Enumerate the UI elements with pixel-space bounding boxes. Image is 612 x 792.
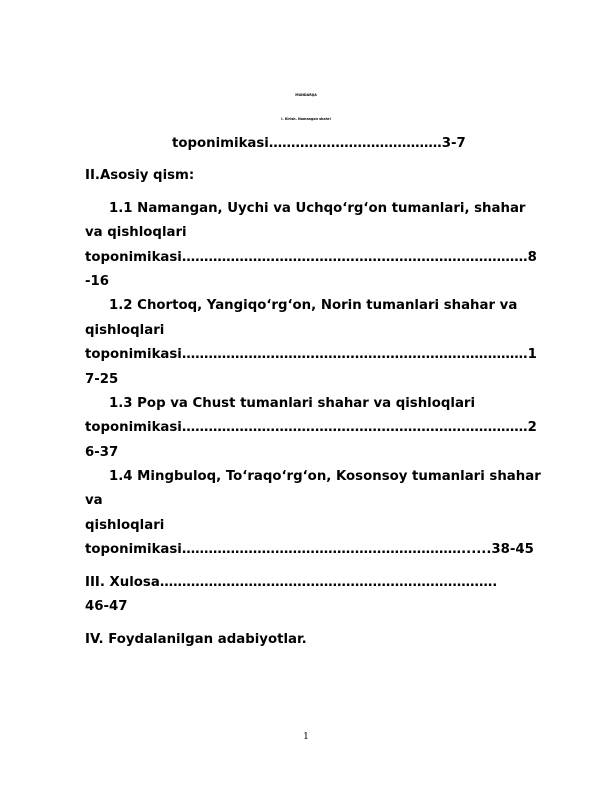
section-1-1-line-1: 1.1 Namangan, Uychi va Uchqo‘rg‘on tumanlari, shahar [109, 201, 526, 216]
section-1-4-line-4: toponimikasi………………………………………………………......38-45 [85, 542, 534, 557]
section-1-3-line-1: 1.3 Pop va Chust tumanlari shahar va qishloqlari [109, 396, 476, 411]
section-1-1-line-2: va qishloqlari [85, 225, 187, 240]
section-1-4-line-3: qishloqlari [85, 518, 165, 533]
section-1-2-line-4: 7-25 [85, 372, 119, 387]
toc-title: MUNDARIJA [295, 93, 317, 97]
section-1-2-line-2: qishloqlari [85, 323, 165, 338]
section-1-1-line-4: -16 [85, 274, 110, 289]
section-1-2-line-1: 1.2 Chortoq, Yangiqo‘rg‘on, Norin tumanlari shahar va [109, 298, 518, 313]
conclusion-page-range: 46-47 [85, 599, 128, 614]
section-1-4-line-2: va [85, 493, 103, 508]
section-1-3-line-3: 6-37 [85, 445, 119, 460]
page-number: 1 [303, 732, 309, 742]
section-1-4-line-1: 1.4 Mingbuloq, To‘raqo‘rg‘on, Kosonsoy tumanlari shahar [109, 469, 541, 484]
intro-page-range: toponimikasi…………………………………3-7 [172, 136, 466, 151]
main-part-heading: II.Asosiy qism: [85, 168, 195, 183]
intro-heading: I. Kirish. Namangan shahri [281, 117, 331, 121]
references-heading: IV. Foydalanilgan adabiyotlar. [85, 632, 307, 647]
section-1-2-line-3: toponimikasi……………………………………………………………………1 [85, 347, 537, 362]
section-1-1-line-3: toponimikasi……………………………………………………………………8 [85, 250, 537, 265]
section-1-3-line-2: toponimikasi……………………………………………………………………2 [85, 420, 537, 435]
conclusion-heading: III. Xulosa…………………………………………………………………. [85, 575, 498, 590]
